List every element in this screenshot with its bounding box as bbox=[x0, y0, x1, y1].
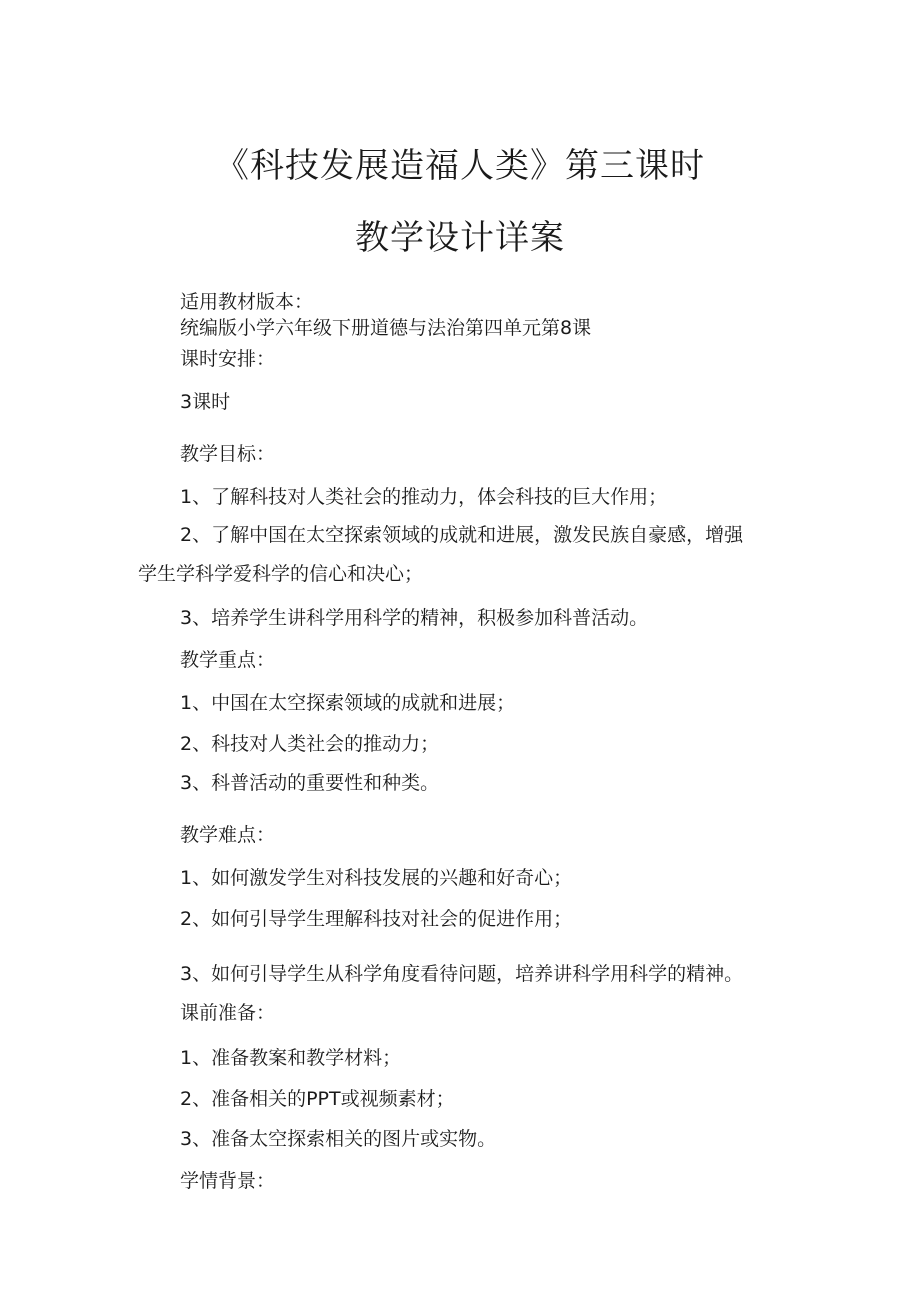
difficulty-item: 2、如何引导学生理解科技对社会的促进作用； bbox=[180, 908, 573, 930]
key-point-item: 2、科技对人类社会的推动力； bbox=[180, 733, 440, 755]
schedule-label: 课时安排： bbox=[180, 348, 276, 370]
textbook-value: 统编版小学六年级下册道德与法治第四单元第8课 bbox=[180, 317, 592, 339]
difficulty-item: 3、如何引导学生从科学角度看待问题，培养讲科学用科学的精神。 bbox=[180, 963, 744, 985]
preparation-item: 3、准备太空探索相关的图片或实物。 bbox=[180, 1128, 497, 1150]
key-points-label: 教学重点： bbox=[180, 649, 276, 671]
document-title: 《科技发展造福人类》第三课时 bbox=[215, 146, 705, 186]
key-point-item: 1、中国在太空探索领域的成就和进展； bbox=[180, 692, 516, 714]
difficulty-item: 1、如何激发学生对科技发展的兴趣和好奇心； bbox=[180, 867, 573, 889]
goal-item: 2、了解中国在太空探索领域的成就和进展，激发民族自豪感，增强 bbox=[180, 524, 744, 546]
goal-item: 1、了解科技对人类社会的推动力，体会科技的巨大作用； bbox=[180, 486, 668, 508]
background-label: 学情背景： bbox=[180, 1170, 276, 1192]
textbook-label: 适用教材版本： bbox=[180, 291, 314, 313]
goals-label: 教学目标： bbox=[180, 443, 276, 465]
key-point-item: 3、科普活动的重要性和种类。 bbox=[180, 772, 440, 794]
preparation-item: 2、准备相关的PPT或视频素材； bbox=[180, 1088, 455, 1110]
preparation-label: 课前准备： bbox=[180, 1002, 276, 1024]
schedule-value: 3课时 bbox=[180, 391, 231, 413]
difficulties-label: 教学难点： bbox=[180, 824, 276, 846]
document-subtitle: 教学设计详案 bbox=[355, 218, 565, 258]
goal-item: 3、培养学生讲科学用科学的精神，积极参加科普活动。 bbox=[180, 607, 649, 629]
preparation-item: 1、准备教案和教学材料； bbox=[180, 1047, 402, 1069]
goal-item-continuation: 学生学科学爱科学的信心和决心； bbox=[138, 563, 424, 585]
